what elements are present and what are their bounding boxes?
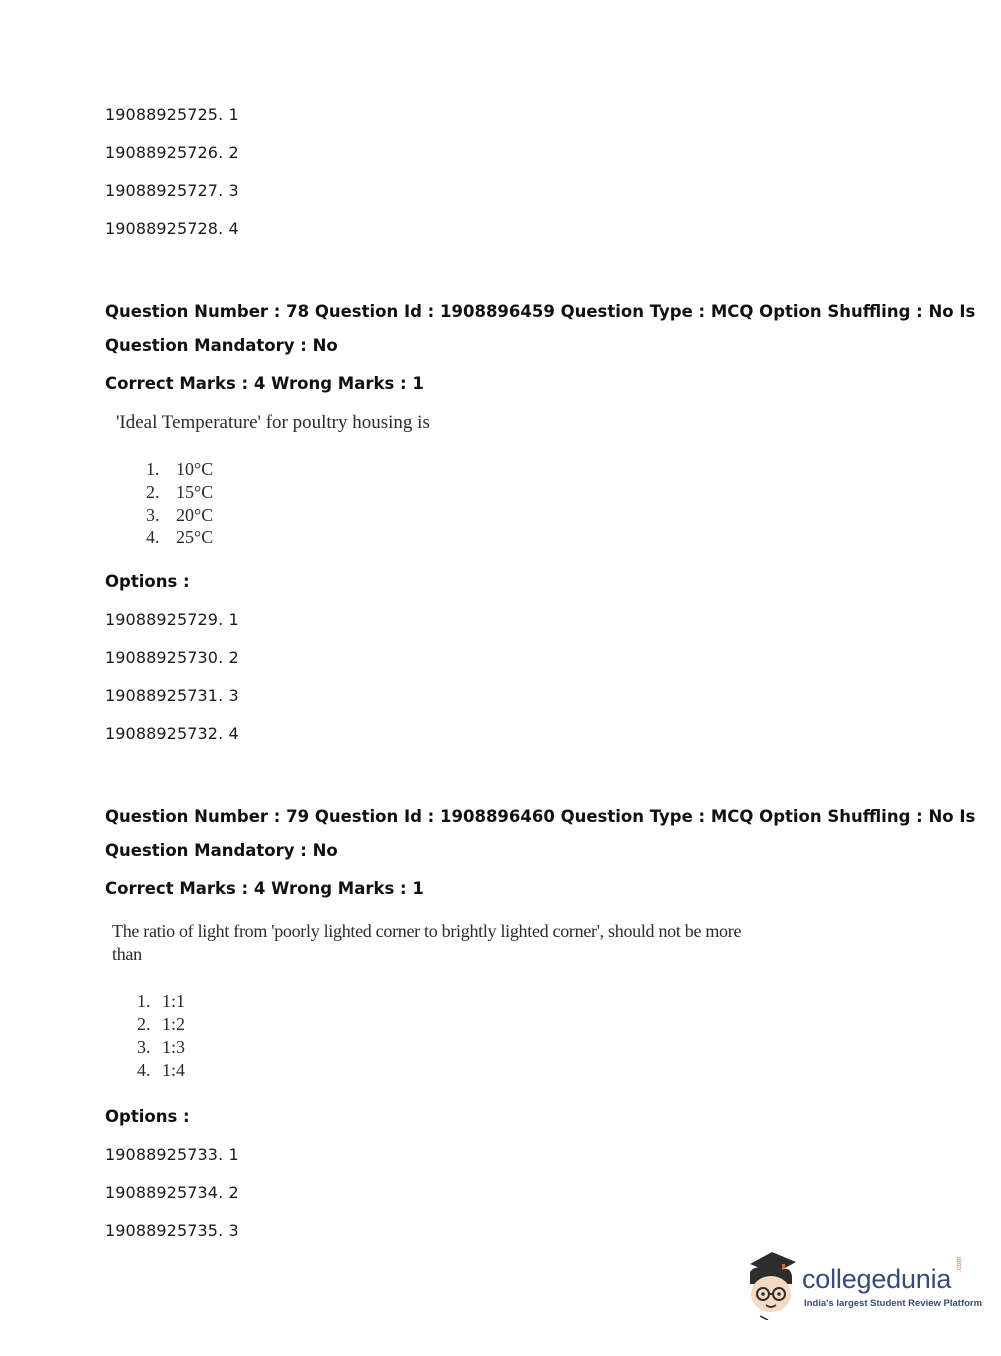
question-78-choice — [146, 482, 213, 503]
option-line: 19088925735. 3 — [105, 1221, 239, 1240]
choice-text: 1:4 — [162, 1060, 186, 1080]
choice-number: 2. — [146, 482, 160, 502]
question-78-marks: Correct Marks : 4 Wrong Marks : 1 — [105, 374, 424, 393]
question-78-options-label: Options : — [105, 572, 190, 591]
question-79-header: Question Number : 79 Question Id : 1908896460 Question Type : MCQ Option Shuffling : No Is — [105, 807, 976, 826]
choice-number: 2. — [137, 1014, 151, 1034]
question-79-options-label: Options : — [105, 1107, 190, 1126]
mascot-icon — [742, 1250, 802, 1320]
question-78-text: 'Ideal Temperature' for poultry housing is — [116, 412, 430, 433]
choice-number: 1. — [146, 459, 160, 479]
choice-number: 3. — [137, 1037, 151, 1057]
question-79-choice — [137, 1037, 185, 1058]
option-line: 19088925730. 2 — [105, 648, 239, 667]
option-line: 19088925727. 3 — [105, 181, 239, 200]
question-78-mandatory: Question Mandatory : No — [105, 336, 338, 355]
choice-text: 1:1 — [162, 991, 186, 1011]
question-79-marks: Correct Marks : 4 Wrong Marks : 1 — [105, 879, 424, 898]
question-78-choice — [146, 527, 213, 548]
choice-text: 25°C — [176, 527, 214, 547]
question-79-choice — [137, 991, 185, 1012]
logo-wordmark: collegedunia — [802, 1264, 952, 1294]
choice-number: 3. — [146, 505, 160, 525]
option-line: 19088925732. 4 — [105, 724, 239, 743]
choice-text: 15°C — [176, 482, 214, 502]
logo-com-suffix: .com — [956, 1256, 963, 1272]
question-79-choice — [137, 1014, 185, 1035]
choice-number: 1. — [137, 991, 151, 1011]
question-78-choice — [146, 505, 213, 526]
option-line: 19088925733. 1 — [105, 1145, 239, 1164]
option-line: 19088925731. 3 — [105, 686, 239, 705]
option-line: 19088925728. 4 — [105, 219, 239, 238]
collegedunia-logo — [742, 1250, 983, 1320]
question-79-text-line1: The ratio of light from 'poorly lighted corner to brightly lighted corner', should not be more — [112, 921, 742, 941]
logo-tagline: India's largest Student Review Platform — [804, 1298, 983, 1309]
choice-number: 4. — [146, 527, 160, 547]
question-79-mandatory: Question Mandatory : No — [105, 841, 338, 860]
option-line: 19088925729. 1 — [105, 610, 239, 629]
choice-text: 20°C — [176, 505, 214, 525]
option-line: 19088925734. 2 — [105, 1183, 239, 1202]
question-78-choice — [146, 459, 213, 480]
question-79-text-line2: than — [112, 944, 142, 964]
choice-text: 1:3 — [162, 1037, 186, 1057]
question-78-header: Question Number : 78 Question Id : 1908896459 Question Type : MCQ Option Shuffling : No Is — [105, 302, 976, 321]
choice-text: 10°C — [176, 459, 214, 479]
question-79-choice — [137, 1060, 185, 1081]
choice-text: 1:2 — [162, 1014, 186, 1034]
option-line: 19088925726. 2 — [105, 143, 239, 162]
option-line: 19088925725. 1 — [105, 105, 239, 124]
choice-number: 4. — [137, 1060, 151, 1080]
